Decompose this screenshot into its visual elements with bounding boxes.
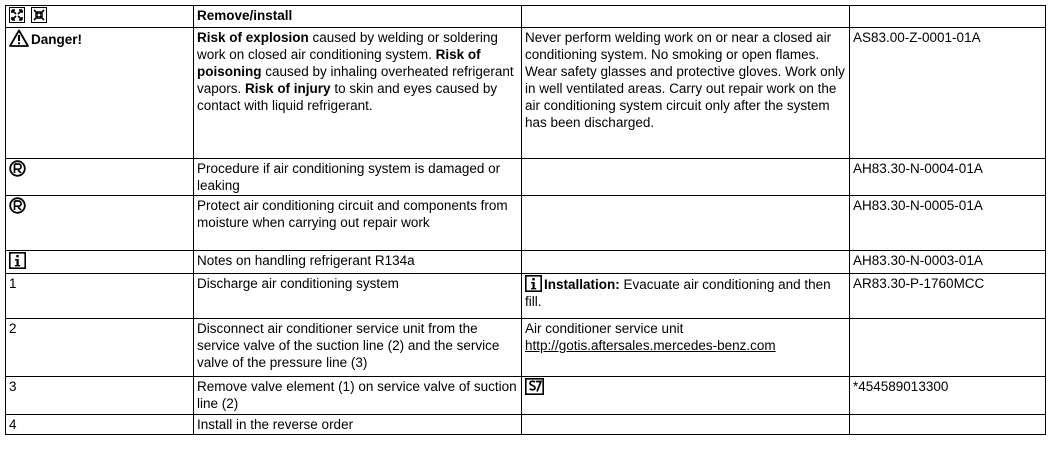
- risk-injury-text: to skin and eyes caused by contact with liquid refrigerant.: [197, 81, 498, 113]
- header-title: [194, 6, 522, 28]
- header-icons-cell: [6, 6, 194, 28]
- danger-row: [6, 28, 1046, 159]
- procedure-table: [5, 5, 1046, 435]
- procedure-icon: [9, 197, 26, 214]
- expand-icon[interactable]: [9, 7, 25, 23]
- note-ref[interactable]: AH83.30-N-0003-01A: [853, 253, 983, 268]
- note-ref-cell: [850, 251, 1046, 274]
- step-text: Discharge air conditioning system: [197, 276, 399, 291]
- step-ref[interactable]: *454589013300: [853, 379, 949, 394]
- installation-text: Evacuate air conditioning and then fill.: [525, 277, 831, 309]
- step-note-cell: [522, 319, 850, 377]
- danger-ref[interactable]: AS83.00-Z-0001-01A: [853, 30, 981, 45]
- risk-explosion-text: caused by welding or soldering work on closed air conditioning system.: [197, 30, 498, 62]
- header-row: [6, 6, 1046, 28]
- step-text-cell: [194, 274, 522, 319]
- step-row: [6, 415, 1046, 435]
- risk-poisoning-label: Risk of poisoning: [197, 47, 481, 79]
- danger-measures-cell: [522, 28, 850, 159]
- step-row: [6, 377, 1046, 415]
- note-empty-cell: [522, 251, 850, 274]
- step-text-cell: [194, 415, 522, 435]
- step-number: 4: [9, 417, 17, 432]
- step-number-cell: [6, 415, 194, 435]
- note-text-cell: [194, 196, 522, 251]
- step-ref-cell: [850, 319, 1046, 377]
- danger-ref-cell: [850, 28, 1046, 159]
- note-ref-cell: [850, 196, 1046, 251]
- note-empty-cell: [522, 196, 850, 251]
- step-row: [6, 274, 1046, 319]
- note-icon-cell: [6, 159, 194, 196]
- note-empty-cell: [522, 159, 850, 196]
- service-unit-label: Air conditioner service unit: [525, 321, 684, 336]
- risk-injury-label: Risk of injury: [245, 81, 331, 96]
- note-text: Protect air conditioning circuit and components from moisture when carrying out repair work: [197, 198, 508, 230]
- note-icon-cell: [6, 251, 194, 274]
- note-text-cell: [194, 251, 522, 274]
- installation-label: Installation:: [544, 277, 620, 292]
- header-empty-cell: [522, 6, 850, 28]
- step-number: 2: [9, 321, 17, 336]
- page-title: Remove/install: [197, 8, 293, 23]
- danger-label-cell: [6, 28, 194, 159]
- note-row: [6, 196, 1046, 251]
- step-number: 3: [9, 379, 17, 394]
- note-ref[interactable]: AH83.30-N-0004-01A: [853, 161, 983, 176]
- step-ref-cell: [850, 377, 1046, 415]
- step-note-cell: [522, 377, 850, 415]
- warning-triangle-icon: [9, 29, 29, 47]
- header-empty-cell: [850, 6, 1046, 28]
- special-tool-icon[interactable]: [525, 378, 544, 395]
- danger-risks-cell: [194, 28, 522, 159]
- step-number-cell: [6, 274, 194, 319]
- note-icon-cell: [6, 196, 194, 251]
- note-text: Notes on handling refrigerant R134a: [197, 253, 415, 268]
- step-ref-cell: [850, 415, 1046, 435]
- step-ref[interactable]: AR83.30-P-1760MCC: [853, 276, 985, 291]
- note-ref[interactable]: AH83.30-N-0005-01A: [853, 198, 983, 213]
- risk-poisoning-text: caused by inhaling overheated refrigerant vapors.: [197, 64, 514, 96]
- step-note-cell: [522, 274, 850, 319]
- step-note-cell: [522, 415, 850, 435]
- step-ref-cell: [850, 274, 1046, 319]
- step-number-cell: [6, 319, 194, 377]
- step-number-cell: [6, 377, 194, 415]
- info-icon: [525, 275, 542, 292]
- note-row: [6, 251, 1046, 274]
- step-text: Install in the reverse order: [197, 417, 354, 432]
- step-text-cell: [194, 377, 522, 415]
- step-row: [6, 319, 1046, 377]
- danger-measures-text: Never perform welding work on or near a closed air conditioning system. No smoking or open flames. Wear safety glasses and protective gloves. Work only in well ventilated areas. Carry out repair work on the air conditioning system circuit only after the system has been discharged.: [525, 30, 845, 130]
- step-text-cell: [194, 319, 522, 377]
- procedure-icon: [9, 160, 26, 177]
- info-icon: [9, 252, 26, 269]
- step-text: Remove valve element (1) on service valve of suction line (2): [197, 379, 517, 411]
- step-number: 1: [9, 276, 17, 291]
- note-text: Procedure if air conditioning system is damaged or leaking: [197, 161, 501, 193]
- gotis-link[interactable]: http://gotis.aftersales.mercedes-benz.com: [525, 338, 776, 353]
- risk-explosion-label: Risk of explosion: [197, 30, 309, 45]
- note-ref-cell: [850, 159, 1046, 196]
- note-row: [6, 159, 1046, 196]
- step-text: Disconnect air conditioner service unit from the service valve of the suction line (2) and the service valve of the pressure line (3): [197, 321, 500, 370]
- note-text-cell: [194, 159, 522, 196]
- danger-label: Danger!: [31, 32, 83, 47]
- collapse-icon[interactable]: [31, 7, 47, 23]
